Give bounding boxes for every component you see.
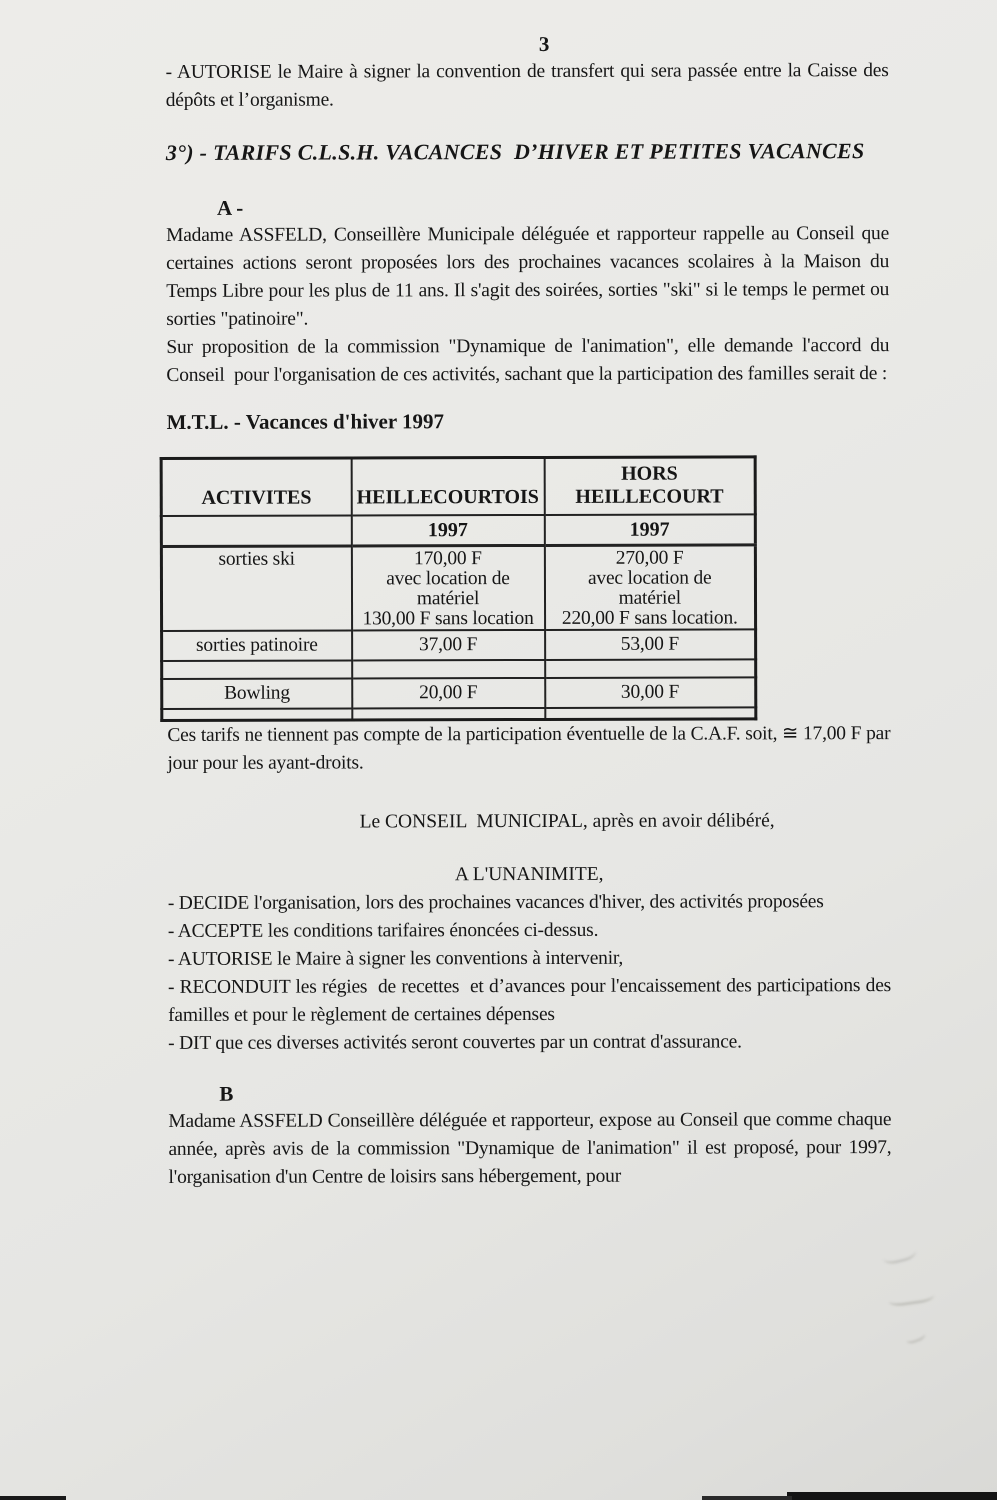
cell-empty bbox=[162, 708, 352, 720]
cell-empty bbox=[162, 660, 352, 678]
cell-activity: sorties patinoire bbox=[162, 630, 352, 660]
section-3-heading: 3°) - TARIFS C.L.S.H. VACANCES D’HIVER ET PETITES VACANCES bbox=[165, 138, 865, 165]
cell-activity: sorties ski bbox=[161, 546, 351, 631]
resolution-dit: - DIT que ces diverses activités seront couvertes par un contrat d'assurance. bbox=[168, 1031, 742, 1054]
cell-empty bbox=[352, 708, 545, 720]
table-title: M.T.L. - Vacances d'hiver 1997 bbox=[166, 409, 445, 434]
cell-empty bbox=[545, 707, 756, 719]
cell-tariff-heillecourtois: 20,00 F bbox=[352, 678, 545, 709]
cell-tariff-hors: 53,00 F bbox=[545, 629, 756, 660]
resolution-autorise: - AUTORISE le Maire à signer les conventions à intervenir, bbox=[167, 947, 624, 970]
paragraph-autorise-convention: - AUTORISE le Maire à signer la convention de transfert qui sera passée entre la Caisse des dépôts et l’organisme. bbox=[165, 60, 894, 111]
page-number: 3 bbox=[538, 31, 550, 56]
resolution-reconduit: - RECONDUIT les régies de recettes et d’avances pour l'encaissement des participations des familles et pour le règlement de certaines dépenses bbox=[167, 975, 896, 1026]
scan-edge-artifact bbox=[702, 1496, 792, 1500]
cell-empty bbox=[545, 659, 756, 678]
column-header-heillecourtois: HEILLECOURTOIS bbox=[351, 457, 544, 515]
column-header-activites: ACTIVITES bbox=[161, 458, 351, 516]
year-cell-empty bbox=[161, 515, 351, 546]
bleedthrough-mark bbox=[887, 1285, 935, 1307]
table-row-bowling bbox=[162, 677, 756, 709]
table-row-sorties-ski bbox=[161, 545, 755, 631]
column-header-hors-heillecourt: HORS HEILLECOURT bbox=[544, 457, 755, 515]
tariff-table bbox=[160, 455, 758, 722]
cell-empty bbox=[352, 660, 545, 679]
paragraph-assfeld-b: Madame ASSFELD Conseillère déléguée et rapporteur, expose au Conseil que comme chaque année, après avis de la commission "Dynamique de l'animation" il est proposé, pour 1997, l'organisation d'un Centre de loisirs sans hébergement, pour bbox=[168, 1109, 897, 1188]
cell-activity: Bowling bbox=[162, 678, 352, 708]
table-header-row bbox=[161, 457, 755, 516]
line-conseil-municipal: Le CONSEIL MUNICIPAL, après en avoir délibéré, bbox=[359, 810, 775, 833]
page-content bbox=[165, 0, 897, 1192]
table-row-sorties-patinoire bbox=[162, 629, 756, 661]
resolution-decide: - DECIDE l'organisation, lors des prochaines vacances d'hiver, des activités proposées bbox=[167, 891, 824, 914]
scan-edge-artifact bbox=[787, 1492, 997, 1500]
section-b-label: B bbox=[219, 1081, 234, 1106]
year-cell-hors: 1997 bbox=[544, 514, 755, 545]
paragraph-proposition: Sur proposition de la commission "Dynamique de l'animation", elle demande l'accord du Conseil pour l'organisation de ces activités, sachant que la participation des familles serait de : bbox=[166, 335, 895, 386]
bleedthrough-mark bbox=[904, 1327, 927, 1345]
paragraph-caf: Ces tarifs ne tiennent pas compte de la participation éventuelle de la C.A.F. soit, ≅ 17,00 F par jour pour les ayant-droits. bbox=[167, 723, 896, 774]
table-year-row bbox=[161, 514, 755, 546]
table-row-empty bbox=[162, 659, 756, 679]
table-row-empty bbox=[162, 707, 756, 720]
year-cell-heillecourtois: 1997 bbox=[351, 515, 544, 546]
cell-tariff-hors: 30,00 F bbox=[545, 677, 756, 708]
cell-tariff-heillecourtois: 170,00 F avec location de matériel 130,00 F sans location bbox=[351, 545, 544, 630]
line-unanimite: A L'UNANIMITE, bbox=[454, 863, 604, 886]
resolution-accepte: - ACCEPTE les conditions tarifaires énoncées ci-dessus. bbox=[167, 919, 599, 942]
paragraph-assfeld-a: Madame ASSFELD, Conseillère Municipale déléguée et rapporteur rappelle au Conseil que certaines actions seront proposées lors des prochaines vacances scolaires à la Maison du Temps Libre pour les plus de 11 ans. Il s'agit des soirées, sorties "ski" si le temps le permet ou sorties "patinoire". bbox=[166, 223, 894, 330]
scan-edge-artifact bbox=[0, 1496, 66, 1500]
cell-tariff-hors: 270,00 F avec location de matériel 220,00 F sans location. bbox=[544, 545, 755, 630]
bleedthrough-mark bbox=[880, 1240, 917, 1266]
cell-tariff-heillecourtois: 37,00 F bbox=[352, 630, 545, 661]
section-a-label: A - bbox=[216, 195, 244, 220]
